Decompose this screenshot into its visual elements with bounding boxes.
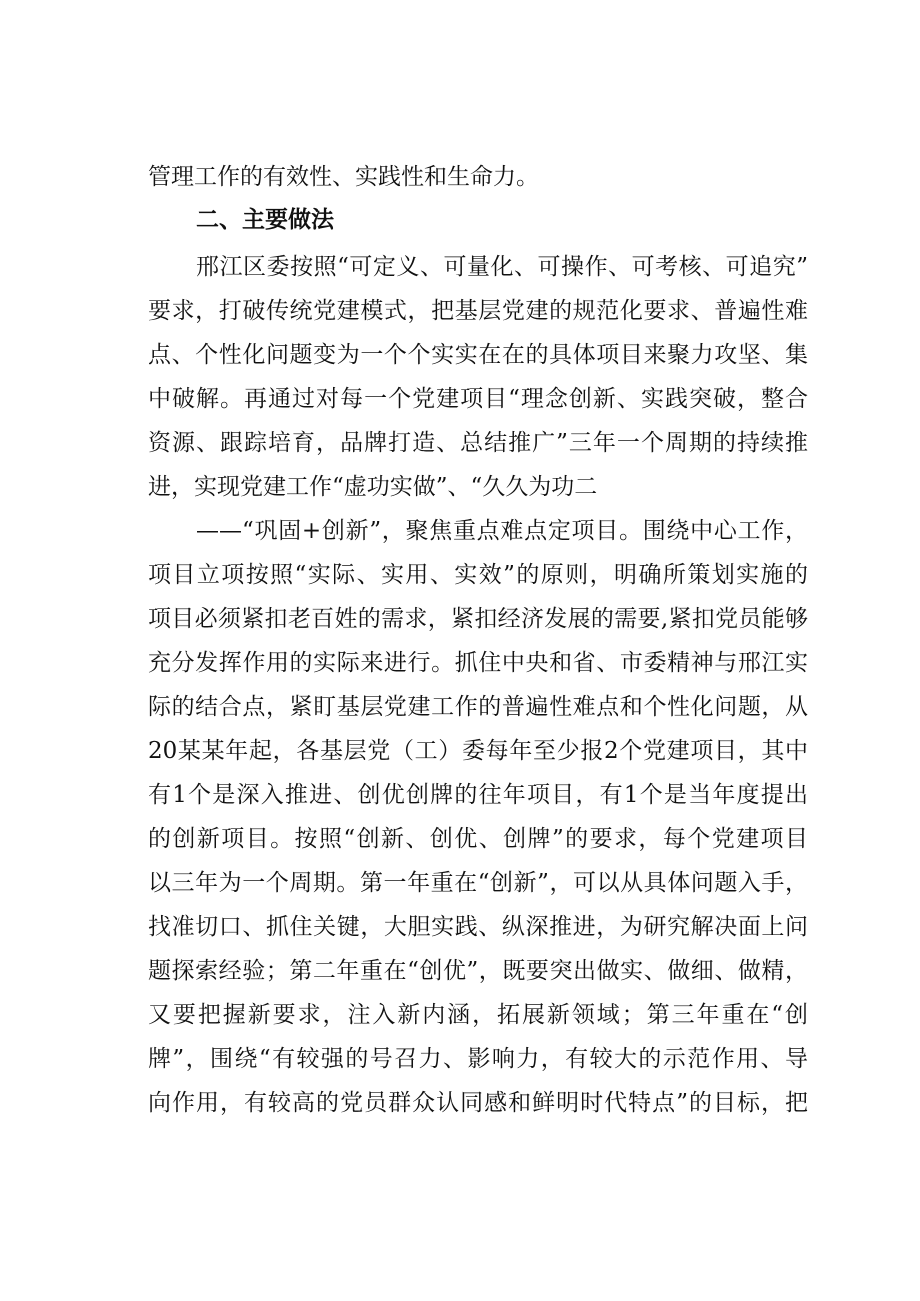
text-line: 资源、跟踪培育，品牌打造、总结推广”三年一个周期的持续推 <box>148 430 808 456</box>
text-line: 项目必须紧扣老百姓的需求，紧扣经济发展的需要,紧扣党员能够 <box>148 606 808 632</box>
text-line: 进，实现党建工作“虚功实做”、“久久为功二 <box>148 474 598 500</box>
text-line: 际的结合点，紧盯基层党建工作的普遍性难点和个性化问题，从 <box>148 694 808 720</box>
text-line: 20某某年起，各基层党（工）委每年至少报2个党建项目，其中 <box>148 738 808 764</box>
text-line: 充分发挥作用的实际来进行。抓住中央和省、市委精神与邢江实 <box>148 650 808 676</box>
section-heading: 二、主要做法 <box>196 207 334 233</box>
text-line: 的创新项目。按照“创新、创优、创牌”的要求，每个党建项目 <box>148 826 808 852</box>
text-line: 题探索经验；第二年重在“创优”，既要突出做实、做细、做精， <box>148 958 808 984</box>
text-line: 项目立项按照“实际、实用、实效”的原则，明确所策划实施的 <box>148 562 808 588</box>
text-line: 管理工作的有效性、实践性和生命力。 <box>148 164 539 190</box>
text-line: ——“巩固+创新”，聚焦重点难点定项目。围绕中心工作， <box>196 518 808 544</box>
text-line: 牌”，围绕“有较强的号召力、影响力，有较大的示范作用、导 <box>148 1046 808 1072</box>
text-line: 中破解。再通过对每一个党建项目“理念创新、实践突破，整合 <box>148 386 808 412</box>
text-line: 找准切口、抓住关键，大胆实践、纵深推进，为研究解决面上问 <box>148 914 808 940</box>
text-line: 以三年为一个周期。第一年重在“创新”，可以从具体问题入手， <box>148 870 808 896</box>
text-line: 要求，打破传统党建模式，把基层党建的规范化要求、普遍性难 <box>148 298 808 324</box>
text-line: 点、个性化问题变为一个个实实在在的具体项目来聚力攻坚、集 <box>148 342 808 368</box>
text-line: 又要把握新要求，注入新内涵，拓展新领域；第三年重在“创 <box>148 1002 808 1028</box>
text-line: 有1个是深入推进、创优创牌的往年项目，有1个是当年度提出 <box>148 782 808 808</box>
text-line: 邢江区委按照“可定义、可量化、可操作、可考核、可追究” <box>196 254 808 280</box>
text-line: 向作用，有较高的党员群众认同感和鲜明时代特点”的目标，把 <box>148 1090 808 1116</box>
